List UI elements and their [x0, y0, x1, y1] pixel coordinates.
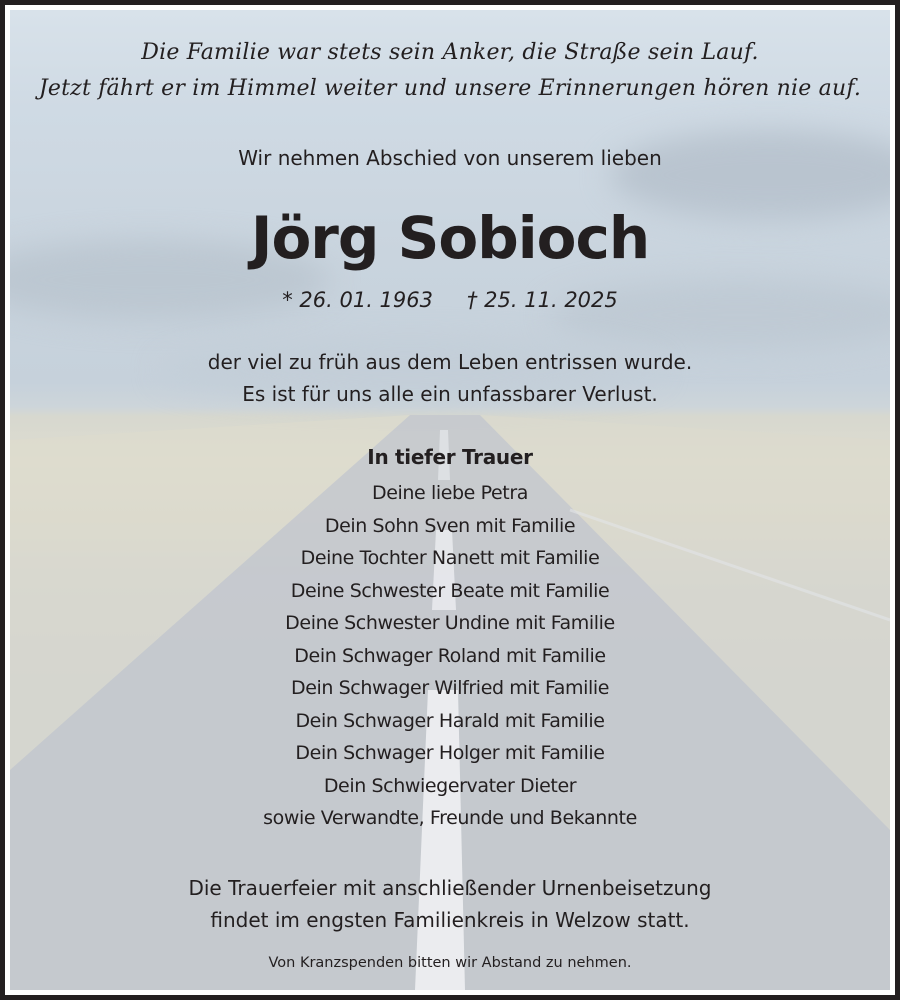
life-dates [10, 288, 890, 312]
funeral-line-2: findet im engsten Familienkreis in Welzow statt. [210, 908, 690, 932]
mourner-item: Dein Schwager Holger mit Familie [295, 742, 605, 764]
deceased-name: Jörg Sobioch [250, 204, 650, 272]
intro-text: Wir nehmen Abschied von unserem lieben [238, 146, 662, 170]
mourner-item: Deine Schwester Undine mit Familie [285, 612, 615, 634]
mourner-item: Dein Sohn Sven mit Familie [324, 515, 576, 537]
mourner-item: Deine Schwester Beate mit Familie [290, 580, 610, 602]
mourner-item: Deine Tochter Nanett mit Familie [300, 547, 600, 569]
mourner-item: Dein Schwiegervater Dieter [323, 775, 577, 797]
mourner-item: Dein Schwager Roland mit Familie [294, 645, 606, 667]
obituary-content [10, 10, 890, 990]
birth-date: * 26. 01. 1963 [282, 288, 433, 312]
motto-line-2: Jetzt fährt er im Himmel weiter und unsere Erinnerungen hören nie auf. [38, 76, 862, 101]
mourner-item: Deine liebe Petra [372, 482, 528, 504]
statement-line-2: Es ist für uns alle ein unfassbarer Verlust. [242, 382, 658, 406]
motto-line-1: Die Familie war stets sein Anker, die Straße sein Lauf. [141, 40, 759, 65]
funeral-line-1: Die Trauerfeier mit anschließender Urnenbeisetzung [188, 876, 712, 900]
mourner-item: sowie Verwandte, Freunde und Bekannte [263, 807, 637, 829]
death-date: † 25. 11. 2025 [467, 288, 618, 312]
wreath-note: Von Kranzspenden bitten wir Abstand zu nehmen. [268, 955, 632, 971]
mourner-item: Dein Schwager Harald mit Familie [295, 710, 605, 732]
mourners-heading: In tiefer Trauer [367, 445, 533, 469]
mourner-item: Dein Schwager Wilfried mit Familie [290, 677, 610, 699]
statement-line-1: der viel zu früh aus dem Leben entrissen wurde. [207, 350, 693, 374]
